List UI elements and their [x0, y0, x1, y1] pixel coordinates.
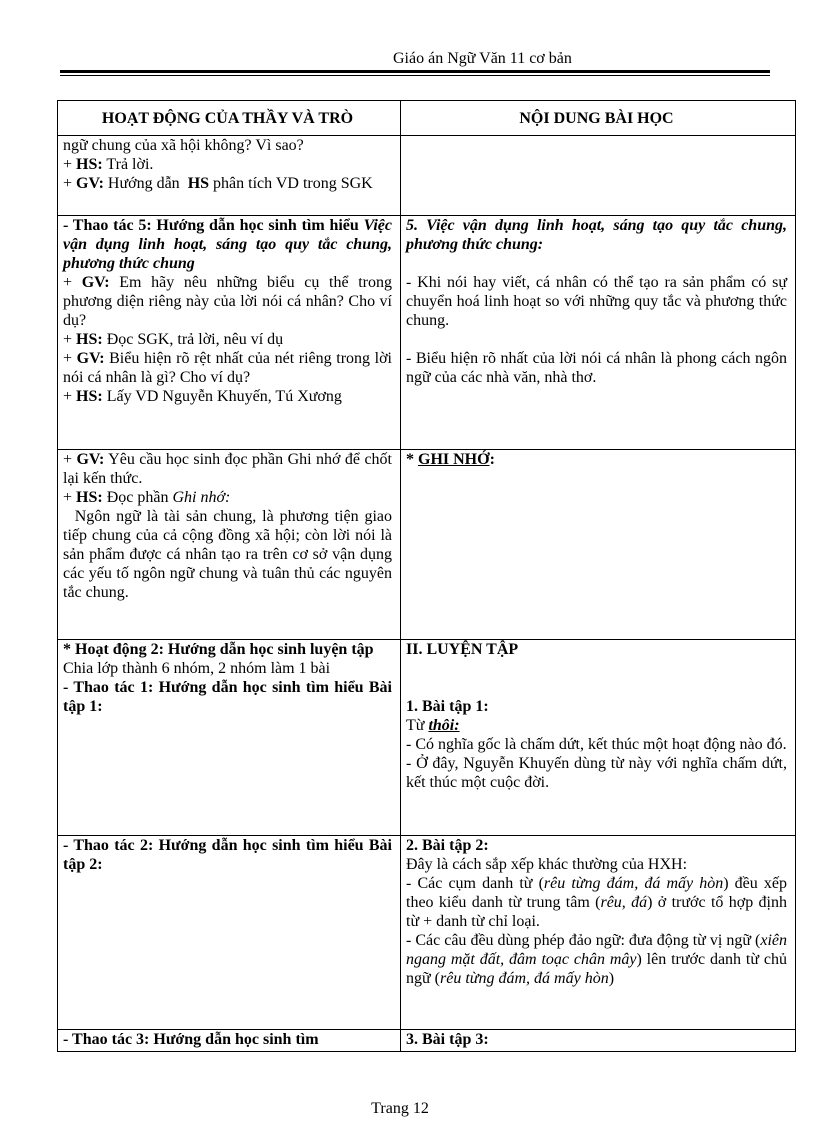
content-cell — [401, 836, 796, 1030]
text-line: + GV: Biểu hiện rõ rệt nhất của nét riêng trong lời nói cá nhân là gì? Cho ví dụ? — [63, 350, 393, 386]
text-line: - Ở đây, Nguyễn Khuyến dùng từ này với nghĩa chấm dứt, kết thúc một cuộc đời. — [406, 755, 787, 791]
table-header-row — [58, 101, 796, 136]
activity-cell — [58, 136, 401, 216]
exercise-title: 2. Bài tập 2: — [406, 837, 489, 854]
text-line: Từ thôi: — [406, 717, 460, 734]
table-row — [58, 136, 796, 216]
content-cell — [401, 1030, 796, 1052]
col-header-activities: HOẠT ĐỘNG CỦA THẦY VÀ TRÒ — [58, 101, 401, 136]
text-line: - Có nghĩa gốc là chấm dứt, kết thúc một hoạt động nào đó. — [406, 736, 787, 753]
activity-heading: * Hoạt động 2: Hướng dẫn học sinh luyện tập — [63, 641, 374, 658]
lesson-table — [57, 100, 796, 1052]
header-rule-thin — [60, 75, 770, 76]
section-heading: II. LUYỆN TẬP — [406, 641, 519, 658]
activity-cell — [58, 450, 401, 640]
exercise-title: 3. Bài tập 3: — [406, 1031, 489, 1048]
page-header — [0, 50, 816, 80]
content-cell — [401, 450, 796, 640]
content-cell — [401, 640, 796, 836]
table-row — [58, 836, 796, 1030]
activity-cell — [58, 216, 401, 450]
table-row — [58, 450, 796, 640]
header-title: Giáo án Ngữ Văn 11 cơ bản — [393, 50, 572, 67]
page-number: Trang 12 — [371, 1100, 429, 1117]
text-line: Chia lớp thành 6 nhóm, 2 nhóm làm 1 bài — [63, 660, 331, 677]
task-heading: - Thao tác 1: Hướng dẫn học sinh tìm hiểu Bài tập 1: — [63, 679, 392, 715]
text-line: + GV: Hướng dẫn HS phân tích VD trong SGK — [63, 175, 373, 192]
content-cell — [401, 136, 796, 216]
summary-text: Ngôn ngữ là tài sản chung, là phương tiện giao tiếp chung của cả cộng đồng xã hội; còn lời nói là sản phẩm được cá nhân tạo ra trên cơ sở vận dụng các yếu tố ngôn ngữ chung và tuân thủ các nguyên tắc chung. — [63, 508, 397, 601]
activity-cell — [58, 640, 401, 836]
activity-cell — [58, 836, 401, 1030]
activity-cell — [58, 1030, 401, 1052]
text-line: + GV: Em hãy nêu những biểu cụ thể trong phương diện riêng này của lời nói cá nhân? Cho ví dụ? — [63, 274, 392, 329]
table-row — [58, 216, 796, 450]
text-line: - Khi nói hay viết, cá nhân có thể tạo ra sản phẩm có sự chuyển hoá linh hoạt so với những quy tắc và phương thức chung. — [406, 274, 787, 329]
task-heading: - Thao tác 5: Hướng dẫn học sinh tìm hiểu Việc vận dụng linh hoạt, sáng tạo quy tắc chung, phương thức chung — [63, 217, 392, 272]
text-line: + HS: Đọc phần Ghi nhớ: — [63, 489, 231, 506]
text-line: - Biểu hiện rõ nhất của lời nói cá nhân là phong cách ngôn ngữ của các nhà văn, nhà thơ. — [406, 350, 787, 386]
col-header-content: NỘI DUNG BÀI HỌC — [401, 101, 796, 136]
table-row — [58, 1030, 796, 1052]
text-line: + GV: Yêu cầu học sinh đọc phần Ghi nhớ để chốt lại kến thức. — [63, 451, 392, 487]
text-line: + HS: Trả lời. — [63, 156, 154, 173]
section-heading: * GHI NHỚ: — [406, 451, 495, 468]
header-rule-thick — [60, 70, 770, 73]
exercise-title: 1. Bài tập 1: — [406, 698, 489, 715]
text-line: + HS: Đọc SGK, trả lời, nêu ví dụ — [63, 331, 284, 348]
text-line: - Các cụm danh từ (rêu từng đám, đá mấy hòn) đều xếp theo kiểu danh từ trung tâm (rêu, đá) ở trước tổ hợp định từ + danh từ chỉ loại. — [406, 875, 788, 930]
task-heading: - Thao tác 3: Hướng dẫn học sinh tìm — [63, 1031, 319, 1048]
section-heading: 5. Việc vận dụng linh hoạt, sáng tạo quy tắc chung, phương thức chung: — [406, 217, 787, 253]
table-row — [58, 640, 796, 836]
task-heading: - Thao tác 2: Hướng dẫn học sinh tìm hiểu Bài tập 2: — [63, 837, 392, 873]
content-cell — [401, 216, 796, 450]
text-line: - Các câu đều dùng phép đảo ngữ: đưa động từ vị ngữ (xiên ngang mặt đất, đâm toạc chân mây) lên trước danh từ chủ ngữ (rêu từng đám, đá mấy hòn) — [406, 932, 787, 987]
text-line: ngữ chung của xã hội không? Vì sao? — [63, 137, 304, 154]
text-line: Đây là cách sắp xếp khác thường của HXH: — [406, 856, 688, 873]
page-footer — [0, 1100, 816, 1118]
text-line: + HS: Lấy VD Nguyễn Khuyến, Tú Xương — [63, 388, 342, 405]
